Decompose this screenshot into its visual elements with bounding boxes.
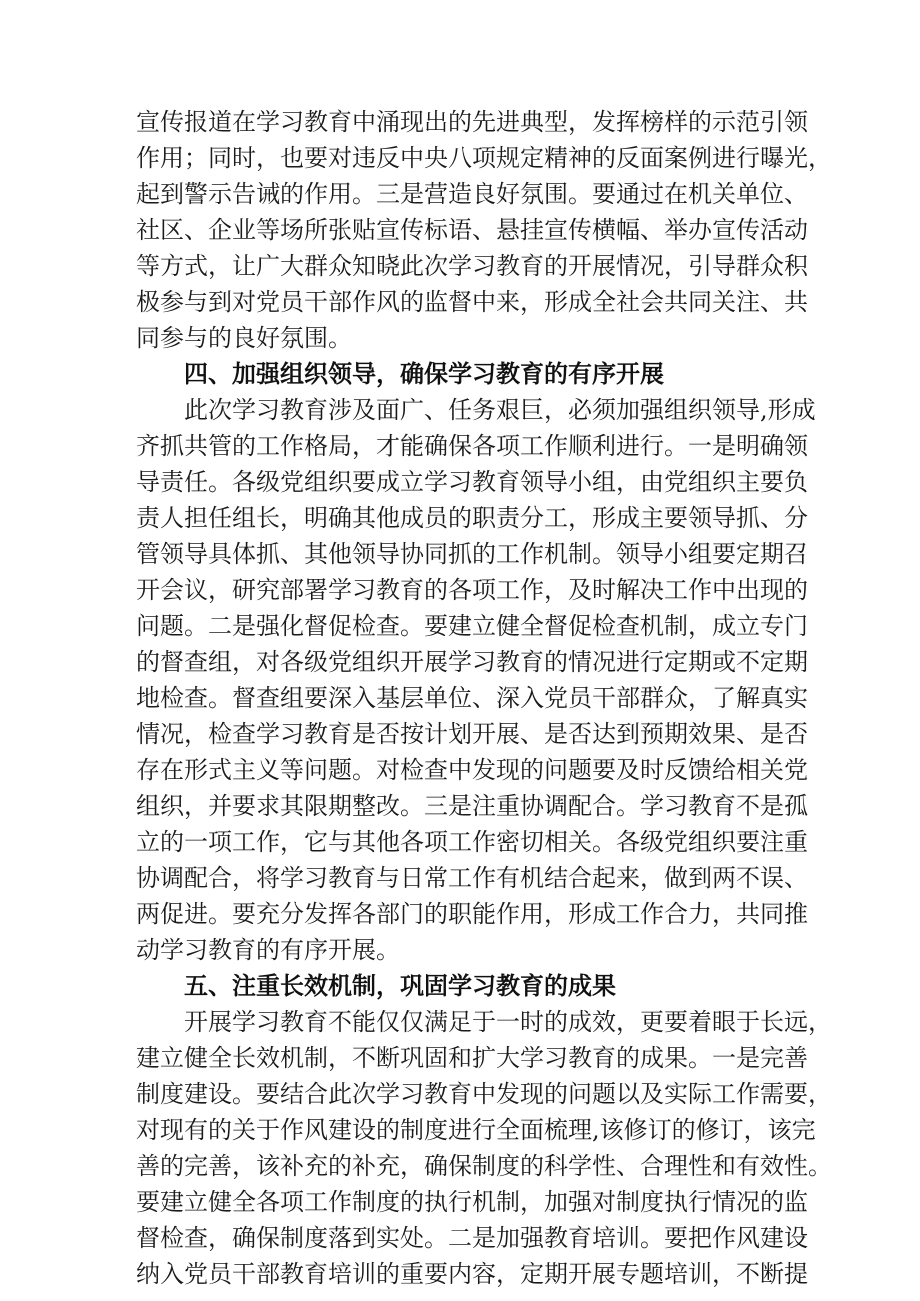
paragraph-line: 地检查。督查组要深入基层单位、深入党员干部群众，了解真实 xyxy=(136,684,808,712)
paragraph-line: 制度建设。要结合此次学习教育中发现的问题以及实际工作需要， xyxy=(136,1080,832,1108)
paragraph-line: 善的完善，该补充的补充，确保制度的科学性、合理性和有效性。 xyxy=(136,1152,832,1180)
paragraph-line: 同参与的良好氛围。 xyxy=(136,324,352,352)
paragraph-line: 作用；同时，也要对违反中央八项规定精神的反面案例进行曝光， xyxy=(136,144,832,172)
paragraph-line: 立的一项工作，它与其他各项工作密切相关。各级党组织要注重 xyxy=(136,828,808,856)
paragraph-line: 等方式，让广大群众知晓此次学习教育的开展情况，引导群众积 xyxy=(136,252,808,280)
paragraph-line: 建立健全长效机制，不断巩固和扩大学习教育的成果。一是完善 xyxy=(136,1044,808,1072)
paragraph-line: 情况，检查学习教育是否按计划开展、是否达到预期效果、是否 xyxy=(136,720,808,748)
paragraph-line: 此次学习教育涉及面广、任务艰巨，必须加强组织领导,形成 xyxy=(184,396,816,424)
paragraph-line: 协调配合，将学习教育与日常工作有机结合起来，做到两不误、 xyxy=(136,864,808,892)
paragraph-line: 组织，并要求其限期整改。三是注重协调配合。学习教育不是孤 xyxy=(136,792,808,820)
section-heading-four: 四、加强组织领导，确保学习教育的有序开展 xyxy=(184,360,664,388)
paragraph-line: 的督查组，对各级党组织开展学习教育的情况进行定期或不定期 xyxy=(136,648,808,676)
paragraph-line: 对现有的关于作风建设的制度进行全面梳理,该修订的修订，该完 xyxy=(136,1116,816,1144)
document-body xyxy=(136,104,832,1292)
paragraph-line: 问题。二是强化督促检查。要建立健全督促检查机制，成立专门 xyxy=(136,612,808,640)
paragraph-line: 社区、企业等场所张贴宣传标语、悬挂宣传横幅、举办宣传活动 xyxy=(136,216,808,244)
paragraph-line: 存在形式主义等问题。对检查中发现的问题要及时反馈给相关党 xyxy=(136,756,808,784)
paragraph-line: 开展学习教育不能仅仅满足于一时的成效，更要着眼于长远， xyxy=(184,1008,832,1036)
paragraph-line: 责人担任组长，明确其他成员的职责分工，形成主要领导抓、分 xyxy=(136,504,808,532)
paragraph-line: 齐抓共管的工作格局，才能确保各项工作顺利进行。一是明确领 xyxy=(136,432,808,460)
paragraph-line: 导责任。各级党组织要成立学习教育领导小组，由党组织主要负 xyxy=(136,468,808,496)
paragraph-line: 极参与到对党员干部作风的监督中来，形成全社会共同关注、共 xyxy=(136,288,808,316)
paragraph-line: 开会议，研究部署学习教育的各项工作，及时解决工作中出现的 xyxy=(136,576,808,604)
paragraph-line: 动学习教育的有序开展。 xyxy=(136,936,400,964)
paragraph-line: 要建立健全各项工作制度的执行机制，加强对制度执行情况的监 xyxy=(136,1188,808,1216)
paragraph-line: 宣传报道在学习教育中涌现出的先进典型，发挥榜样的示范引领 xyxy=(136,108,808,136)
paragraph-line: 纳入党员干部教育培训的重要内容，定期开展专题培训，不断提 xyxy=(136,1260,808,1288)
paragraph-line: 督检查，确保制度落到实处。二是加强教育培训。要把作风建设 xyxy=(136,1224,808,1252)
section-heading-five: 五、注重长效机制，巩固学习教育的成果 xyxy=(184,972,616,1000)
paragraph-line: 起到警示告诫的作用。三是营造良好氛围。要通过在机关单位、 xyxy=(136,180,808,208)
paragraph-line: 两促进。要充分发挥各部门的职能作用，形成工作合力，共同推 xyxy=(136,900,808,928)
paragraph-line: 管领导具体抓、其他领导协同抓的工作机制。领导小组要定期召 xyxy=(136,540,808,568)
